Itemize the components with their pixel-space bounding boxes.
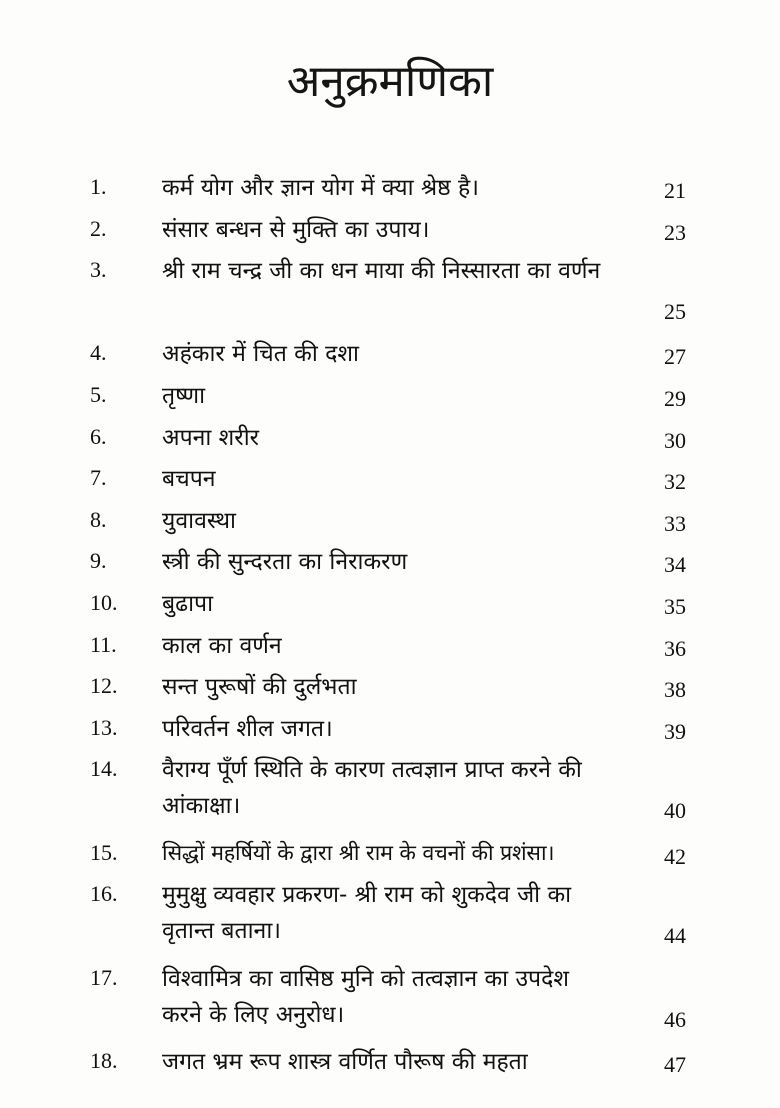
toc-entry-title: मुमुक्षु व्यवहार प्रकरण- श्री राम को शुकदेव जी का वृतान्त बताना।	[162, 882, 572, 945]
toc-entry-number: 17.	[90, 964, 118, 990]
page-title: अनुक्रमणिका	[286, 56, 494, 107]
toc-entry-title: श्री राम चन्द्र जी का धन माया की निस्सारता का वर्णन	[162, 258, 601, 285]
toc-entry-page: 23	[664, 219, 686, 245]
toc-entry	[90, 208, 690, 250]
toc-entry-page: 46	[664, 1006, 686, 1032]
toc-entry-number: 10.	[90, 590, 118, 616]
toc-entry-page: 38	[664, 677, 686, 703]
toc-entry-page: 21	[664, 178, 686, 203]
toc-entry-page: 27	[664, 344, 686, 370]
toc-entry	[90, 582, 690, 624]
toc-entry	[90, 624, 690, 666]
toc-entry-number: 7.	[90, 465, 107, 491]
toc-entry-page: 33	[664, 510, 686, 536]
toc-entry-number: 6.	[90, 423, 107, 449]
toc-entry-number: 8.	[90, 506, 107, 532]
toc-entry	[90, 374, 690, 416]
toc-entry-title: स्त्री की सुन्दरता का निराकरण	[162, 549, 408, 576]
toc-entry-number: 4.	[90, 340, 107, 366]
table-of-contents	[90, 166, 690, 1082]
toc-entry-title: बुढापा	[162, 591, 214, 618]
toc-entry-page: 39	[664, 718, 686, 744]
toc-entry-title: तृष्णा	[162, 383, 206, 410]
toc-entry-title: संसार बन्धन से मुक्ति का उपाय।	[162, 216, 430, 243]
toc-entry-number: 9.	[90, 548, 107, 574]
toc-entry	[90, 499, 690, 541]
toc-entry-number: 2.	[90, 215, 107, 241]
toc-entry-number: 18.	[90, 1047, 118, 1073]
toc-entry	[90, 540, 690, 582]
toc-entry	[90, 957, 690, 1040]
toc-entry-title: विश्वामित्र का वासिष्ठ मुनि को तत्वज्ञान का उपदेश करने के लिए अनुरोध।	[162, 965, 569, 1028]
toc-entry-page: 25	[664, 299, 686, 325]
toc-entry-page: 42	[664, 843, 686, 869]
toc-entry-number: 1.	[90, 174, 107, 199]
toc-entry-page: 30	[664, 427, 686, 453]
toc-entry-number: 5.	[90, 382, 107, 408]
toc-entry	[90, 748, 690, 831]
toc-entry-page: 40	[664, 798, 686, 824]
toc-entry	[90, 1040, 690, 1082]
toc-entry-title: परिवर्तन शील जगत।	[162, 715, 333, 742]
toc-entry-title: बचपन	[162, 466, 216, 493]
toc-entry	[90, 249, 690, 332]
toc-entry-number: 13.	[90, 714, 118, 740]
toc-entry-number: 11.	[90, 631, 117, 657]
toc-entry-page: 32	[664, 469, 686, 495]
toc-entry-page: 29	[664, 386, 686, 412]
toc-entry-title: सिद्धों महर्षियों के द्वारा श्री राम के वचनों की प्रशंसा।	[162, 840, 555, 866]
toc-entry-page: 47	[664, 1051, 686, 1077]
toc-entry	[90, 707, 690, 749]
toc-entry	[90, 832, 690, 874]
toc-entry-title: अहंकार में चित की दशा	[162, 341, 359, 368]
toc-entry	[90, 166, 690, 208]
toc-entry-page: 35	[664, 594, 686, 620]
toc-entry-title: अपना शरीर	[162, 424, 260, 451]
toc-entry-page: 44	[664, 923, 686, 949]
toc-entry-number: 16.	[90, 881, 118, 907]
toc-entry	[90, 873, 690, 956]
toc-entry	[90, 457, 690, 499]
toc-entry	[90, 665, 690, 707]
toc-entry-title: काल का वर्णन	[162, 632, 282, 659]
toc-entry-title: जगत भ्रम रूप शास्त्र वर्णित पौरूष की महता	[162, 1048, 528, 1075]
toc-entry-title: कर्म योग और ज्ञान योग में क्या श्रेष्ठ है।	[162, 175, 479, 201]
toc-entry-number: 15.	[90, 839, 118, 865]
toc-entry-title: युवावस्था	[162, 507, 237, 534]
toc-entry	[90, 416, 690, 458]
toc-entry-number: 12.	[90, 673, 118, 699]
toc-entry-title: वैराग्य पूँर्ण स्थिति के कारण तत्वज्ञान प्राप्त करने की आंकाक्षा।	[162, 757, 582, 820]
toc-entry-page: 34	[664, 552, 686, 578]
toc-entry-number: 3.	[90, 257, 107, 283]
toc-entry	[90, 332, 690, 374]
toc-entry-number: 14.	[90, 756, 118, 782]
toc-entry-title: सन्त पुरूषों की दुर्लभता	[162, 674, 357, 701]
toc-entry-page: 36	[664, 635, 686, 661]
